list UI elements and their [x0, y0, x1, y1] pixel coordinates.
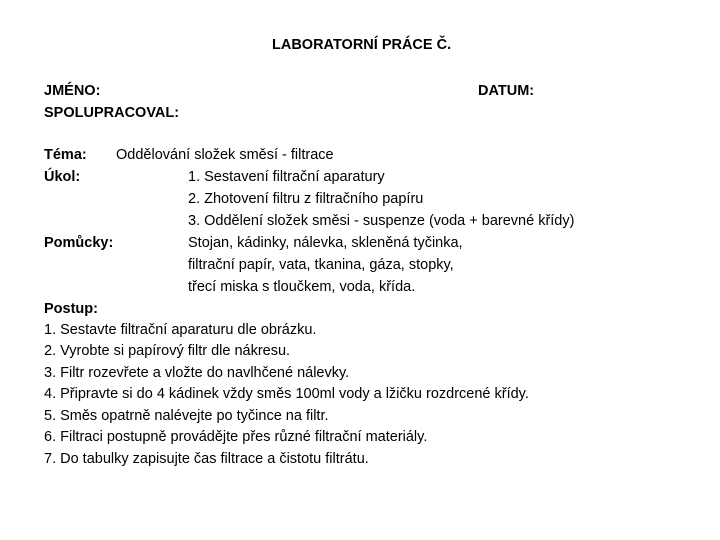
procedure-step: 4. Připravte si do 4 kádinek vždy směs 100ml vody a lžičku rozdrcené křídy. [44, 386, 529, 402]
task-item: 3. Oddělení složek směsi - suspenze (voda + barevné křídy) [188, 213, 575, 229]
procedure-step: 5. Směs opatrně nalévejte po tyčince na filtr. [44, 408, 329, 424]
topic-label: Téma: [44, 147, 87, 163]
topic-value: Oddělování složek směsí - filtrace [116, 147, 334, 163]
procedure-step: 1. Sestavte filtrační aparaturu dle obrázku. [44, 322, 317, 338]
date-label: DATUM: [478, 83, 535, 99]
collaborator-label: SPOLUPRACOVAL: [44, 105, 180, 121]
tools-line: třecí miska s tloučkem, voda, křída. [188, 279, 416, 295]
tools-line: Stojan, kádinky, nálevka, skleněná tyčinka, [188, 235, 463, 251]
procedure-step: 7. Do tabulky zapisujte čas filtrace a čistotu filtrátu. [44, 451, 369, 467]
page-title: LABORATORNÍ PRÁCE Č. [272, 37, 452, 53]
procedure-step: 2. Vyrobte si papírový filtr dle nákresu. [44, 343, 291, 359]
task-item: 1. Sestavení filtrační aparatury [188, 169, 385, 185]
procedure-step: 6. Filtraci postupně provádějte přes různé filtrační materiály. [44, 429, 428, 445]
tools-line: filtrační papír, vata, tkanina, gáza, stopky, [188, 257, 454, 273]
procedure-step: 3. Filtr rozevřete a vložte do navlhčené nálevky. [44, 365, 350, 381]
task-label: Úkol: [44, 169, 81, 185]
task-item: 2. Zhotovení filtru z filtračního papíru [188, 191, 424, 207]
name-label: JMÉNO: [44, 83, 101, 99]
procedure-label: Postup: [44, 301, 98, 317]
tools-label: Pomůcky: [44, 235, 114, 251]
